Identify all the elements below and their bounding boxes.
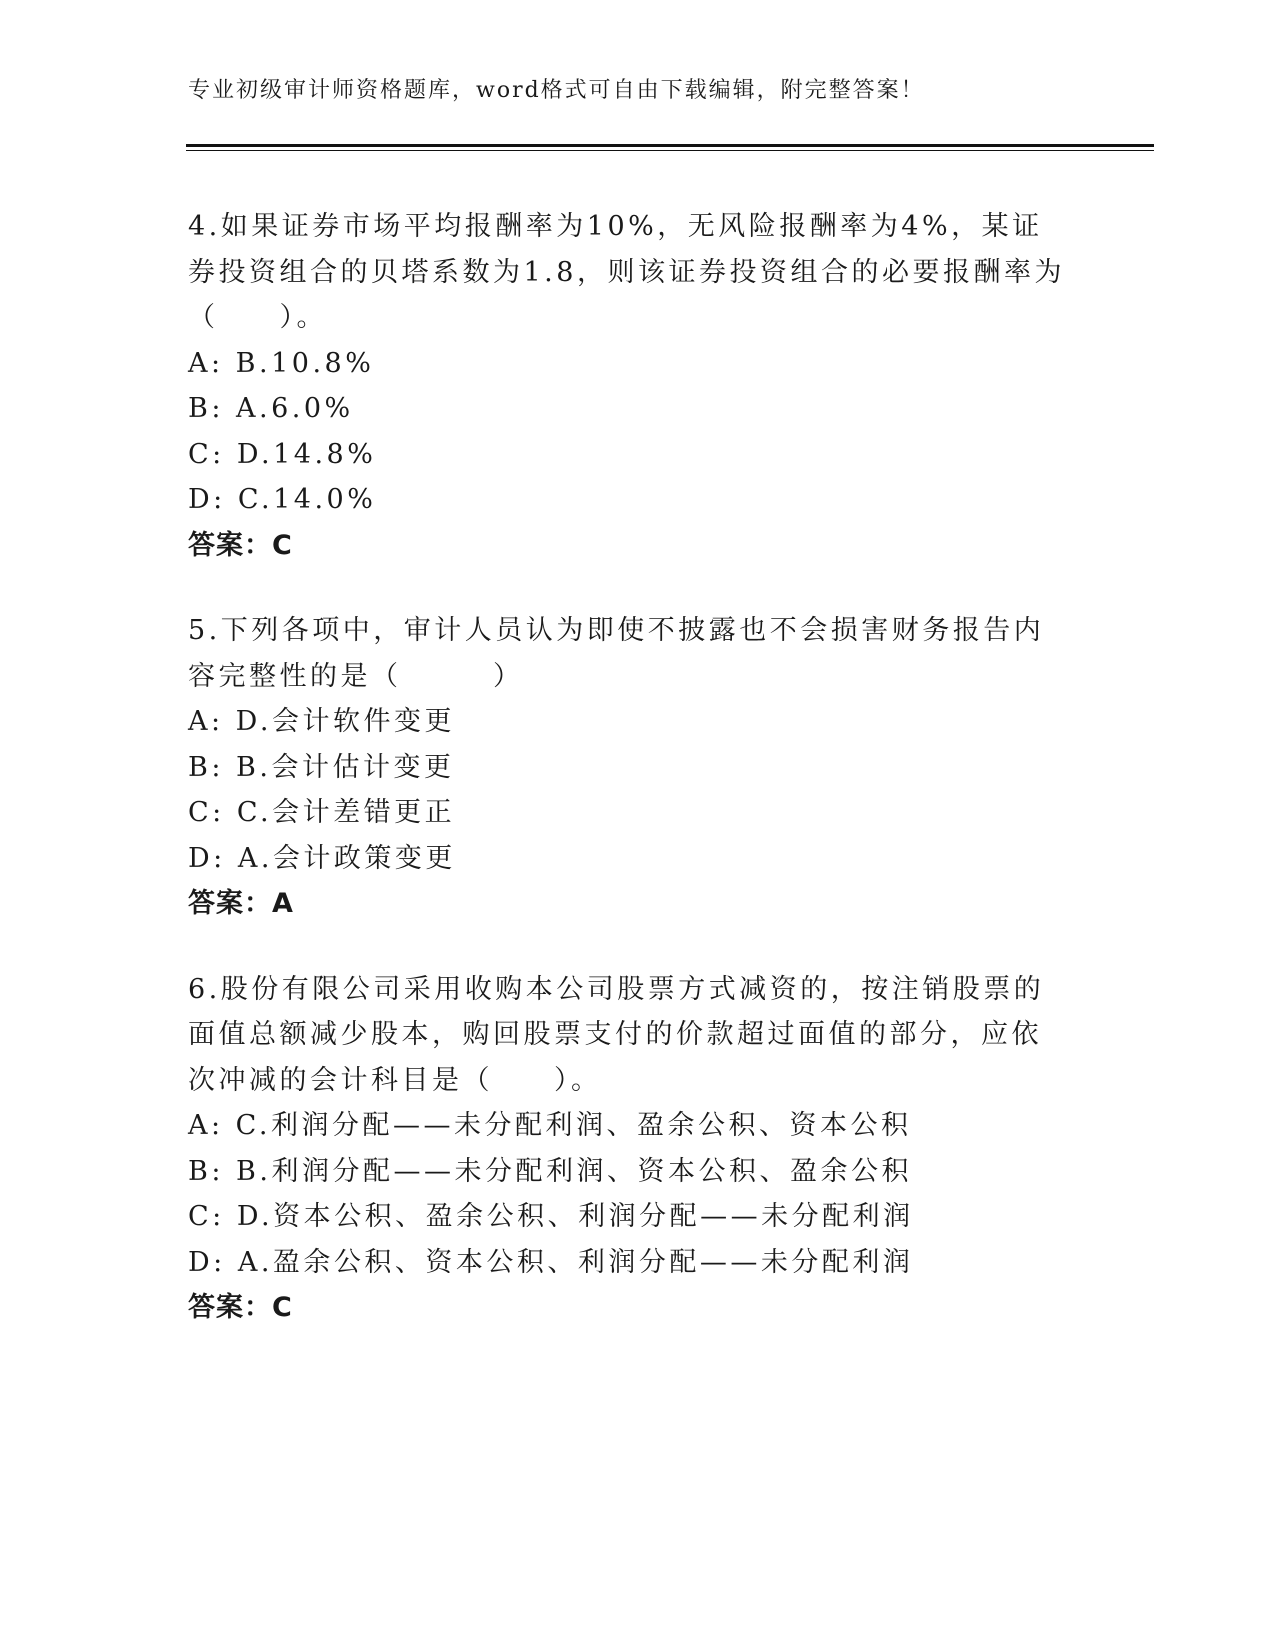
- answer-line: 答案：A: [188, 888, 294, 919]
- option-d: D: A.盈余公积、资本公积、利润分配——未分配利润: [188, 1246, 914, 1278]
- option-b: B: B.利润分配——未分配利润、资本公积、盈余公积: [188, 1155, 912, 1187]
- option-d: D: A.会计政策变更: [188, 842, 456, 874]
- option-a: A: C.利润分配——未分配利润、盈余公积、资本公积: [188, 1110, 912, 1141]
- option-c: C: C.会计差错更正: [188, 797, 456, 828]
- option-a: A: D.会计软件变更: [188, 706, 455, 737]
- question-stem: 5.下列各项中，审计人员认为即使不披露也不会损害财务报告内容完整性的是（ ）: [188, 615, 1045, 692]
- option-c: C: D.14.8%: [188, 438, 377, 470]
- page-header: 专业初级审计师资格题库，word格式可自由下载编辑，附完整答案！: [188, 78, 925, 103]
- question-list: [188, 204, 1068, 1371]
- question-4: [188, 204, 1068, 568]
- answer-line: 答案：C: [188, 529, 293, 561]
- header-divider: [186, 144, 1154, 147]
- answer-line: 答案：C: [188, 1292, 293, 1323]
- option-d: D: C.14.0%: [188, 484, 377, 515]
- option-c: C: D.资本公积、盈余公积、利润分配——未分配利润: [188, 1201, 914, 1232]
- question-5: [188, 608, 1068, 927]
- option-b: B: A.6.0%: [188, 393, 354, 424]
- question-stem: 4.如果证券市场平均报酬率为10%，无风险报酬率为4%，某证券投资组合的贝塔系数为1.8，则该证券投资组合的必要报酬率为（ ）。: [188, 211, 1065, 333]
- question-stem: 6.股份有限公司采用收购本公司股票方式减资的，按注销股票的面值总额减少股本，购回股票支付的价款超过面值的部分，应依次冲减的会计科目是（ ）。: [188, 973, 1045, 1096]
- option-b: B: B.会计估计变更: [188, 751, 455, 783]
- option-a: A: B.10.8%: [188, 347, 375, 379]
- question-6: [188, 967, 1068, 1331]
